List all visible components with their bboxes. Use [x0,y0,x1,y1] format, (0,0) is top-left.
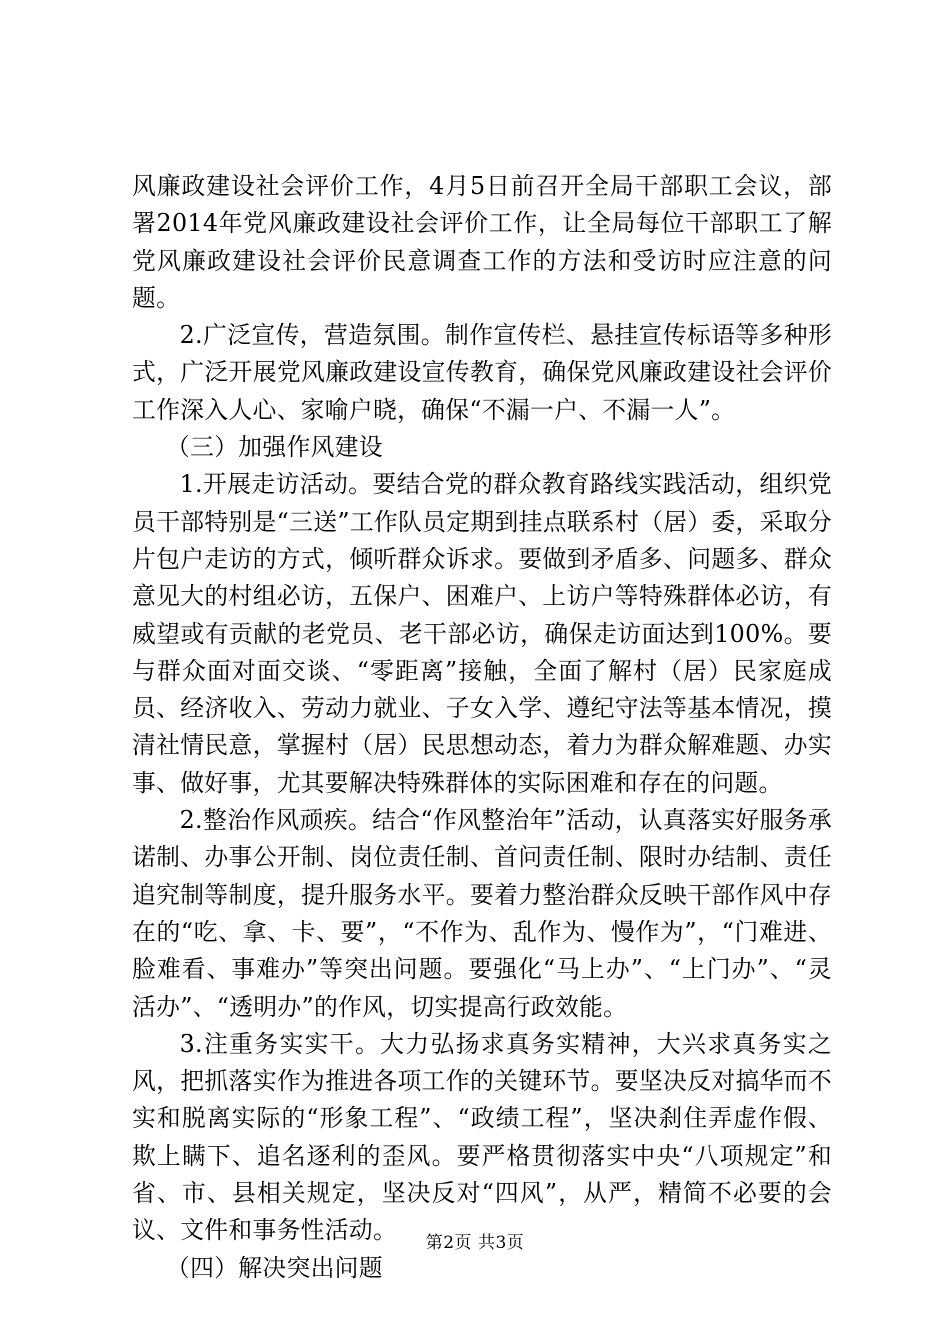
section-heading-3: （三）加强作风建设 [166,433,383,462]
page-footer: 第2页 共3页 [425,1233,525,1253]
paragraph-visits: 1.开展走访活动。要结合党的群众教育路线实践活动，组织党员干部特别是“三送”工作队员定期到挂点联系村（居）委，采取分片包户走访的方式，倾听群众诉求。要做到矛盾多、问题多、群众意见大的村组必访，五保户、困难户、上访户等特殊群体必访，有威望或有贡献的老党员、老干部必访，确保走访面达到100%。要与群众面对面交谈、“零距离”接触，全面了解村（居）民家庭成员、经济收入、劳动力就业、子女入学、遵纪守法等基本情况，摸清社情民意，掌握村（居）民思想动态，着力为群众解难题、办实事、做好事，尤其要解决特殊群体的实际困难和存在的问题。 [132,470,832,797]
section-heading-4: （四）解决突出问题 [166,1253,383,1282]
paragraph-publicity: 2.广泛宣传，营造氛围。制作宣传栏、悬挂宣传标语等多种形式，广泛开展党风廉政建设宣传教育，确保党风廉政建设社会评价工作深入人心、家喻户晓，确保“不漏一户、不漏一人”。 [132,321,832,424]
page-body [132,168,832,1287]
paragraph-work-style: 2.整治作风顽疾。结合“作风整治年”活动，认真落实好服务承诺制、办事公开制、岗位责任制、首问责任制、限时办结制、责任追究制等制度，提升服务水平。要着力整治群众反映干部作风中存在的“吃、拿、卡、要”，“不作为、乱作为、慢作为”，“门难进、脸难看、事难办”等突出问题。要强化“马上办”、“上门办”、“灵活办”、“透明办”的作风，切实提高行政效能。 [132,806,832,1021]
paragraph-continuation: 风廉政建设社会评价工作，4月5日前召开全局干部职工会议，部署2014年党风廉政建设社会评价工作，让全局每位干部职工了解党风廉政建设社会评价民意调查工作的方法和受访时应注意的问题。 [132,172,832,312]
paragraph-pragmatism: 3.注重务实实干。大力弘扬求真务实精神，大兴求真务实之风，把抓落实作为推进各项工作的关键环节。要坚决反对搞华而不实和脱离实际的“形象工程”、“政绩工程”，坚决刹住弄虚作假、欺上瞒下、追名逐利的歪风。要严格贯彻落实中央“八项规定”和省、市、县相关规定，坚决反对“四风”，从严，精简不必要的会议、文件和事务性活动。 [132,1029,832,1245]
